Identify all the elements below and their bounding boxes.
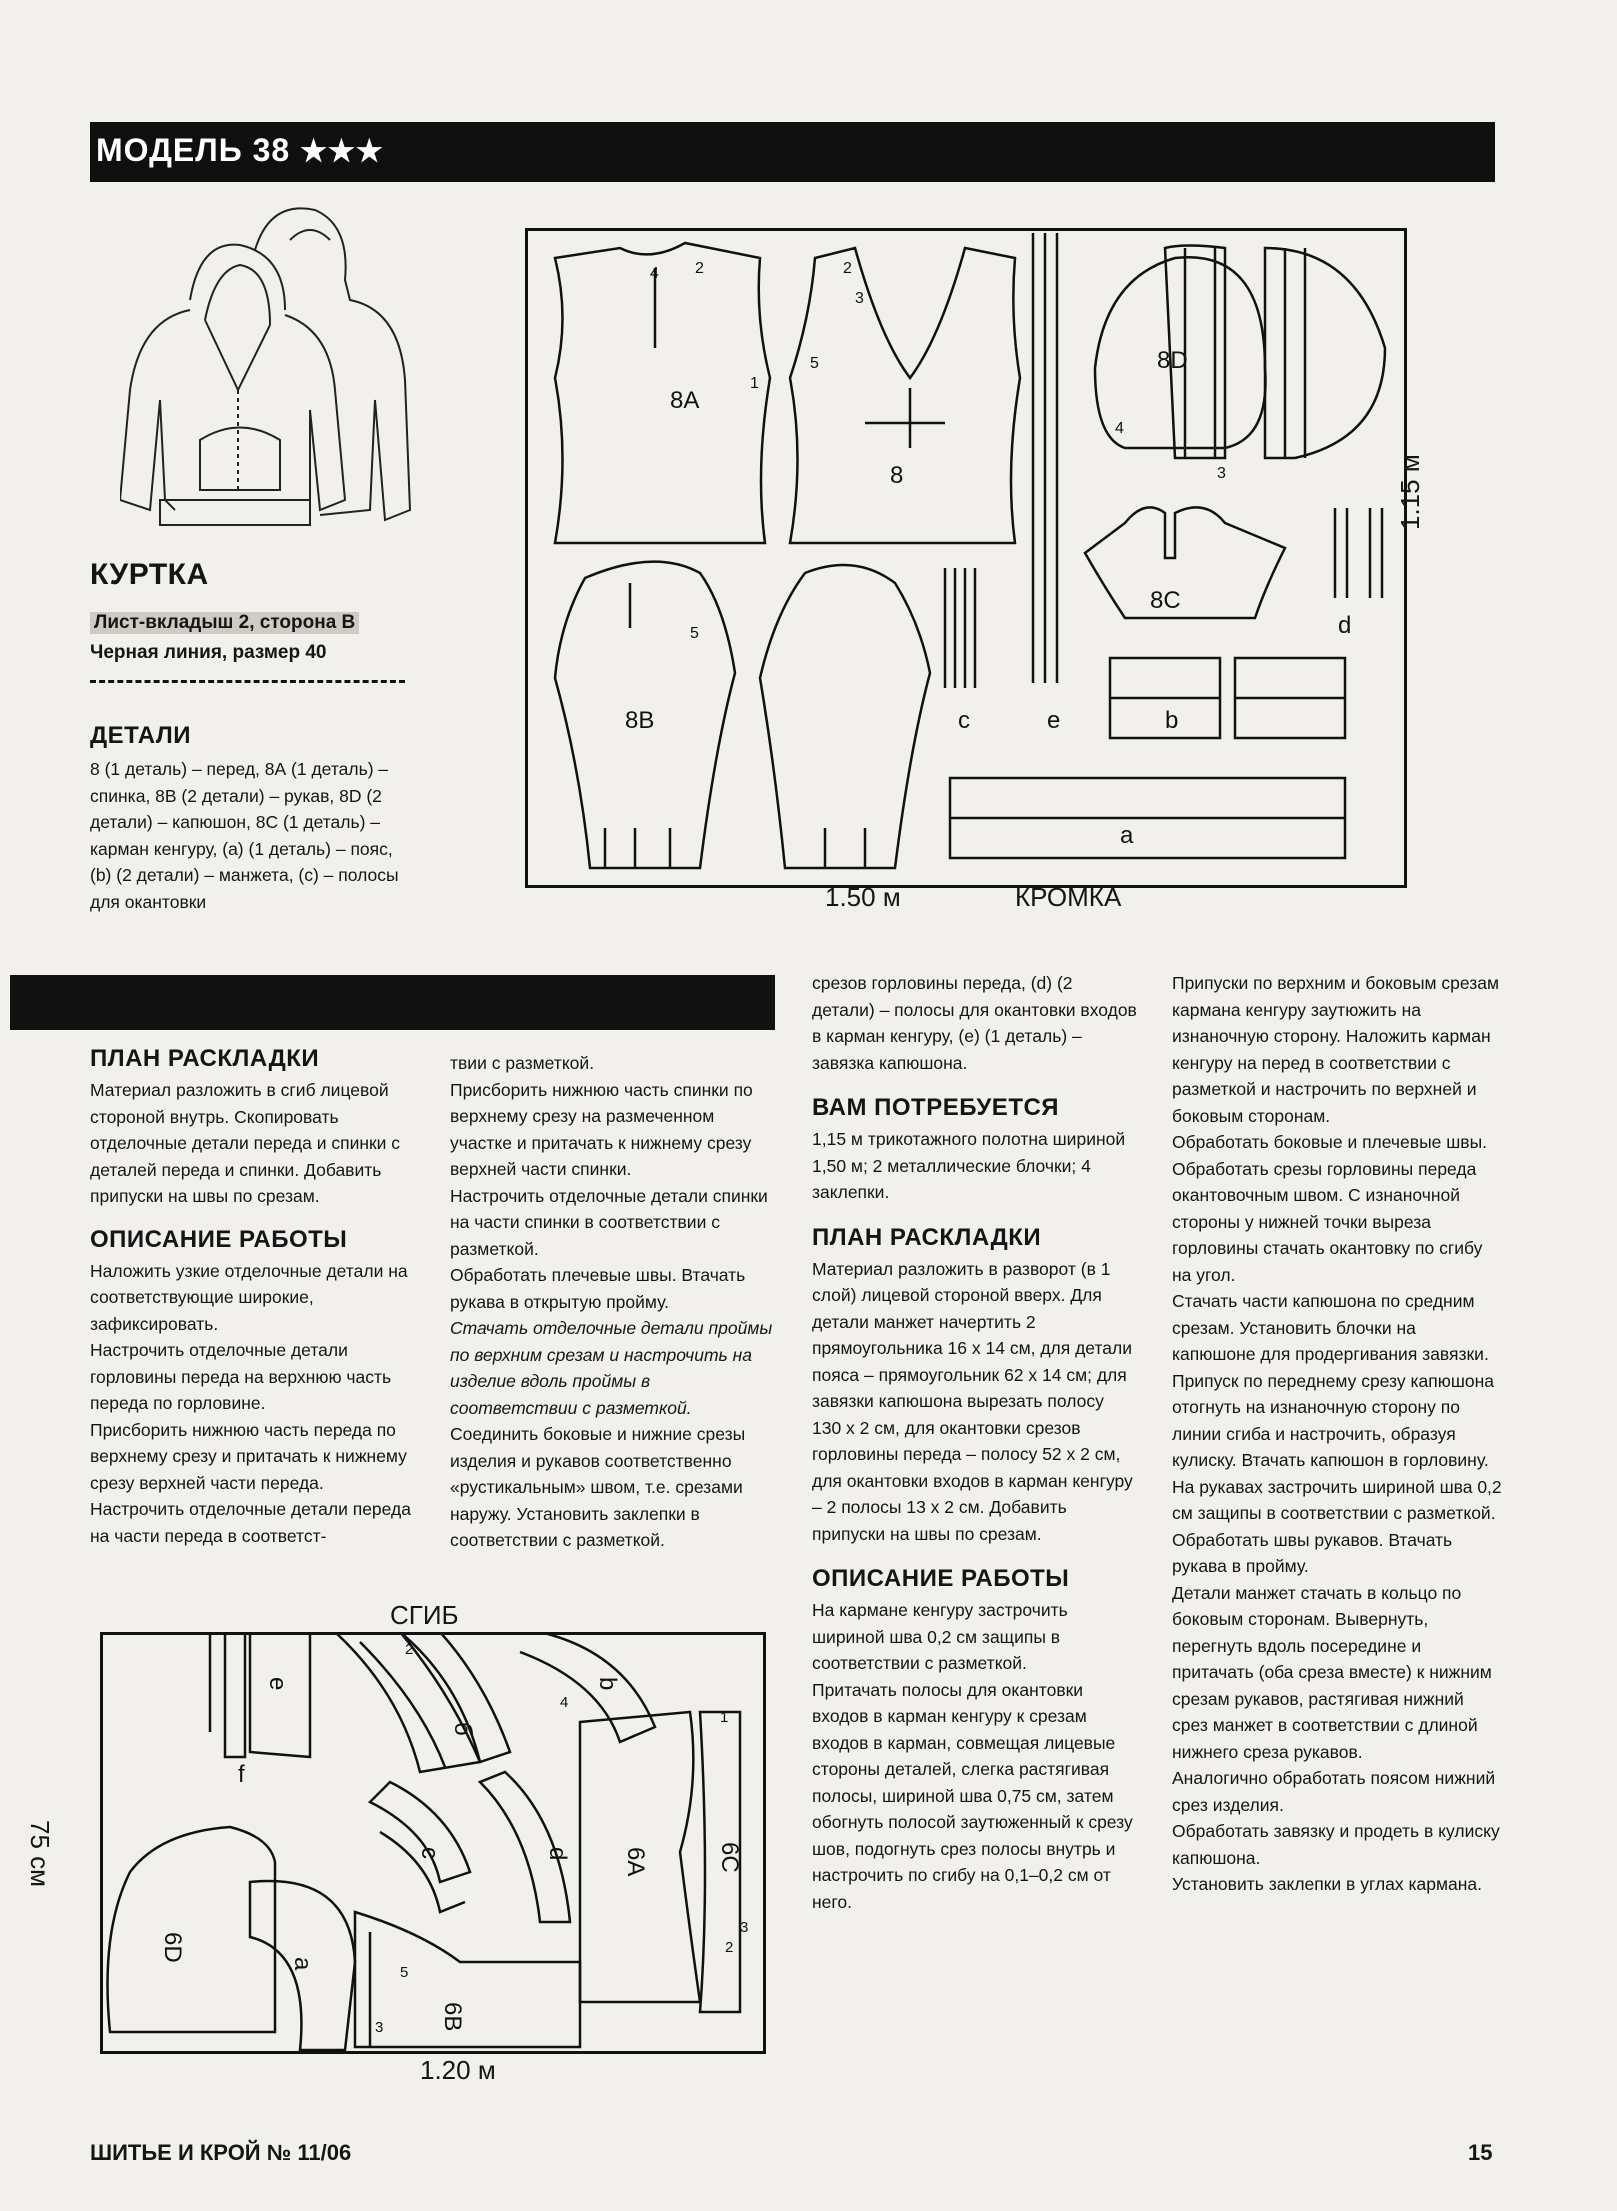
col4-text-8: Обработать завязку и продеть в кулиску капюшона. bbox=[1172, 1821, 1500, 1868]
details-text: 8 (1 деталь) – перед, 8А (1 деталь) – спинка, 8В (2 детали) – рукав, 8D (2 детали) – капюшон, 8С (1 деталь) – карман кенгуру, (а) (1 деталь) – пояс, (b) (2 детали) – манжета, (с) – полосы для окантовки bbox=[90, 759, 399, 912]
piece-label-a: a bbox=[1120, 822, 1134, 849]
bottom-piece-a: a bbox=[289, 1957, 316, 1971]
piece-label-8: 8 bbox=[890, 462, 904, 489]
section-bar bbox=[10, 975, 775, 1030]
col2-text-5: Стачать отделочные детали проймы по верхним срезам и настрочить на изделие вдоль проймы в соответствии с разметкой. bbox=[450, 1318, 773, 1418]
sheet-label: Лист-вкладыш 2, сторона В bbox=[90, 612, 359, 634]
col4-text-2: Обработать боковые и плечевые швы. bbox=[1172, 1132, 1488, 1152]
col2-text-1: твии с разметкой. bbox=[450, 1053, 595, 1073]
col3-text-2: 1,15 м трикотажного полотна шириной 1,50 м; 2 металлические блочки; 4 заклепки. bbox=[812, 1129, 1126, 1202]
col1-heading-work: ОПИСАНИЕ РАБОТЫ bbox=[90, 1225, 348, 1253]
svg-text:4: 4 bbox=[1115, 420, 1124, 437]
difficulty-stars: ★★★ bbox=[300, 135, 384, 168]
col1-text-3: Настрочить отделочные детали горловины переда на верхнюю часть переда по горловине. bbox=[90, 1340, 392, 1413]
svg-text:5: 5 bbox=[400, 1964, 409, 1981]
mark-5: 5 bbox=[690, 625, 699, 642]
svg-text:3: 3 bbox=[740, 1919, 749, 1936]
bottom-length-label: 75 см bbox=[25, 1820, 55, 1888]
svg-text:2: 2 bbox=[405, 1641, 414, 1658]
col4-text-7: Аналогично обработать поясом нижний срез изделия. bbox=[1172, 1768, 1496, 1815]
page-number: 15 bbox=[1468, 2140, 1493, 2165]
bottom-piece-6b: 6B bbox=[439, 2002, 466, 2032]
piece-label-8d: 8D bbox=[1157, 347, 1188, 374]
bottom-piece-6d: 6D bbox=[159, 1932, 186, 1963]
piece-label-8b: 8B bbox=[625, 707, 655, 734]
bottom-piece-e: e bbox=[264, 1677, 291, 1691]
bottom-piece-6: б bbox=[449, 1722, 476, 1736]
jacket-sketch bbox=[120, 200, 420, 540]
divider bbox=[90, 680, 405, 686]
top-width-label: 1.50 м bbox=[825, 882, 901, 912]
col1-text-4: Присборить нижнюю часть переда по верхнему срезу и притачать к нижнему срезу верхней части переда. bbox=[90, 1419, 407, 1493]
column-1 bbox=[90, 1045, 415, 1549]
col1-text-5: Настрочить отделочные детали переда на части переда в соответст- bbox=[90, 1499, 411, 1546]
svg-text:5: 5 bbox=[810, 355, 819, 372]
svg-text:3: 3 bbox=[855, 290, 864, 307]
line-label: Черная линия, размер 40 bbox=[90, 642, 327, 663]
col2-text-6: Соединить боковые и нижние срезы изделия и рукавов соответственно «рустикальным» швом, т.е. срезами наружу. Установить заклепки в соответствии с разметкой. bbox=[450, 1424, 746, 1550]
top-pattern-layout bbox=[525, 228, 1425, 928]
col4-text-4: Стачать части капюшона по средним срезам. Установить блочки на капюшоне для продергивания завязки. Припуск по переднему срезу капюшона отогнуть на изнаночную сторону по линии сгиба и настрочить, образуя кулиску. Втачать капюшон в горловину. bbox=[1172, 1291, 1495, 1470]
col1-text-1: Материал разложить в сгиб лицевой стороной внутрь. Скопировать отделочные детали переда и спинки с деталей переда и спинки. Добавить припуски на швы по срезам. bbox=[90, 1080, 401, 1206]
bottom-pattern-layout bbox=[100, 1632, 766, 2054]
svg-text:2: 2 bbox=[725, 1939, 734, 1956]
col3-text-4: На кармане кенгуру застрочить шириной шва 0,2 см защипы в соответствии с разметкой. bbox=[812, 1600, 1068, 1673]
edge-label: КРОМКА bbox=[1015, 882, 1122, 912]
col2-text-4: Обработать плечевые швы. Втачать рукава в открытую пройму. bbox=[450, 1265, 746, 1312]
mark-1: 1 bbox=[750, 375, 759, 392]
col3-text-5: Притачать полосы для окантовки входов в карман кенгуру к срезам входов в карман, совмещая лицевые стороны деталей, слегка растягивая полосы, шириной шва 0,75 см, затем обогнуть полосой заутюженный к срезу шов, подогнуть срез полосы внутрь и настрочить по сгибу на 0,1–0,2 см от него. bbox=[812, 1679, 1133, 1912]
piece-label-b: b bbox=[1165, 707, 1179, 734]
bottom-piece-c: c bbox=[416, 1847, 443, 1859]
model-title-bar bbox=[90, 122, 1495, 182]
col2-text-2: Присборить нижнюю часть спинки по верхнему срезу на размеченном участке и притачать к нижнему срезу верхней части спинки. bbox=[450, 1079, 753, 1179]
col1-heading-layout: ПЛАН РАСКЛАДКИ bbox=[90, 1045, 320, 1072]
col4-text-3: Обработать срезы горловины переда окантовочным швом. С изнаночной стороны у нижней точки выреза горловины стачать окантовку по сгибу на угол. bbox=[1172, 1158, 1483, 1285]
bottom-piece-6a: 6A bbox=[622, 1847, 649, 1877]
svg-text:2: 2 bbox=[843, 260, 852, 277]
piece-label-d: d bbox=[1338, 612, 1352, 639]
svg-text:3: 3 bbox=[375, 2019, 384, 2036]
piece-label-e: e bbox=[1047, 707, 1061, 734]
details-heading: ДЕТАЛИ bbox=[90, 722, 191, 749]
col4-text-9: Установить заклепки в углах кармана. bbox=[1172, 1874, 1483, 1894]
bottom-piece-6c: 6C bbox=[716, 1842, 743, 1873]
col2-text-3: Настрочить отделочные детали спинки на части спинки в соответствии с разметкой. bbox=[450, 1185, 768, 1259]
col1-text-2: Наложить узкие отделочные детали на соответствующие широкие, зафиксировать. bbox=[90, 1260, 408, 1334]
svg-text:4: 4 bbox=[560, 1694, 569, 1711]
col4-text-5: На рукавах застрочить шириной шва 0,2 см защипы в соответствии с разметкой. Обработать швы рукавов. Втачать рукава в пройму. bbox=[1172, 1476, 1502, 1576]
col3-text-1: срезов горловины переда, (d) (2 детали) – полосы для окантовки входов в карман кенгуру, (е) (1 деталь) – завязка капюшона. bbox=[812, 973, 1137, 1073]
piece-label-8c: 8C bbox=[1150, 587, 1181, 614]
svg-text:3: 3 bbox=[1217, 465, 1226, 482]
piece-label-8a: 8A bbox=[670, 387, 700, 414]
column-4 bbox=[1172, 970, 1502, 1898]
col4-text-6: Детали манжет стачать в кольцо по боковым сторонам. Вывернуть, перегнуть вдоль посередине и притачать (оба среза вместе) к нижним срезам рукавов, растягивая нижний срез манжет в соответствии с длиной нижнего среза рукавов. bbox=[1172, 1582, 1492, 1762]
column-2 bbox=[450, 1050, 775, 1554]
mark-4: 4 bbox=[650, 265, 659, 282]
top-length-label: 1.15 м bbox=[1395, 454, 1425, 530]
item-title: КУРТКА bbox=[90, 558, 209, 591]
bottom-piece-b: b bbox=[594, 1677, 621, 1691]
mark-2: 2 bbox=[695, 260, 704, 277]
col3-heading-layout: ПЛАН РАСКЛАДКИ bbox=[812, 1223, 1042, 1251]
column-3 bbox=[812, 970, 1137, 1915]
col4-text-1: Припуски по верхним и боковым срезам кармана кенгуру заутюжить на изнаночную сторону. Наложить карман кенгуру на перед в соответствии с разметкой и настрочить по верхней и боковым сторонам. bbox=[1172, 973, 1500, 1126]
piece-label-c: c bbox=[958, 707, 970, 734]
bottom-piece-f: f bbox=[238, 1761, 245, 1788]
magazine-footer: ШИТЬЕ И КРОЙ № 11/06 bbox=[90, 2140, 352, 2165]
bottom-piece-d: d bbox=[544, 1847, 571, 1861]
col3-heading-work: ОПИСАНИЕ РАБОТЫ bbox=[812, 1565, 1070, 1592]
col3-heading-need: ВАМ ПОТРЕБУЕТСЯ bbox=[812, 1094, 1060, 1121]
model-label: МОДЕЛЬ 38 ★★★ bbox=[96, 132, 384, 168]
svg-text:1: 1 bbox=[720, 1709, 729, 1726]
col3-text-3: Материал разложить в разворот (в 1 слой) лицевой стороной вверх. Для детали манжет начертить 2 прямоугольника 16 x 14 см, для детали пояса – прямоугольник 62 x 14 см; для завязки капюшона вырезать полосу 130 x 2 см, для окантовки срезов горловины переда – полосу 52 x 2 см, для окантовки входов в карман кенгуру – 2 полосы 13 x 2 см. Добавить припуски на швы по срезам. bbox=[812, 1258, 1133, 1544]
fold-label: СГИБ bbox=[390, 1600, 459, 1630]
bottom-width-label: 1.20 м bbox=[420, 2055, 496, 2085]
